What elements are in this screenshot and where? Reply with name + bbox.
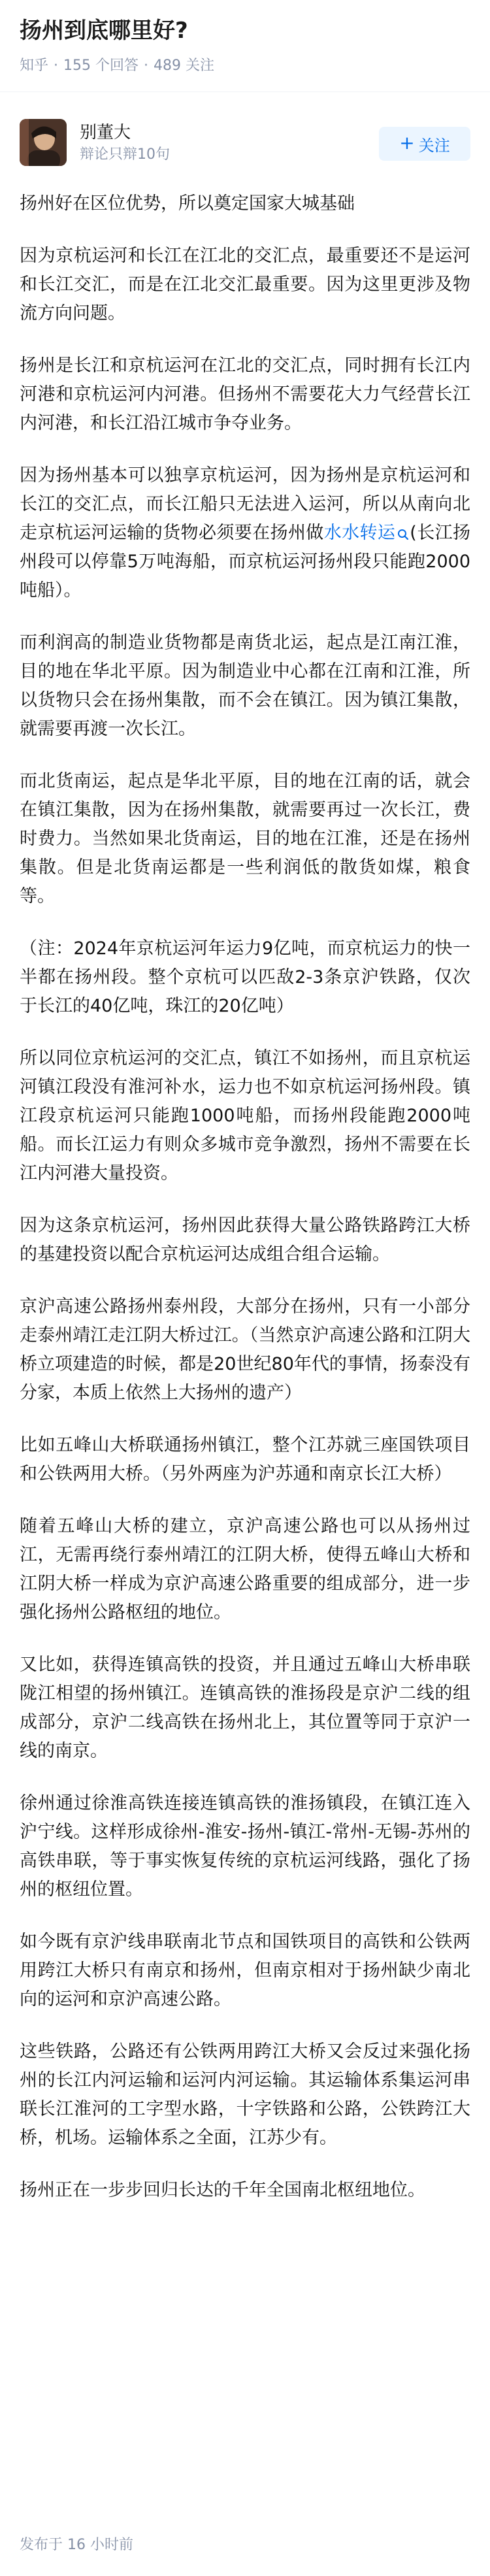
answer-paragraph: 扬州是长江和京杭运河在江北的交汇点，同时拥有长江内河港和京杭运河内河港。但扬州不需要花大力气经营长江内河港，和长江沿江城市争夺业务。	[20, 355, 470, 433]
author-name[interactable]: 别董大	[80, 123, 131, 142]
follow-count: 489 关注	[154, 58, 215, 74]
question-meta	[20, 56, 214, 76]
author-bio: 辩论只辩10句	[80, 146, 170, 163]
answer-paragraph	[20, 461, 470, 605]
avatar[interactable]	[20, 119, 67, 166]
answer-paragraph: 因为京杭运河和长江在江北的交汇点，最重要还不是运河和长江交汇，而是在江北交汇最重要。因为这里更涉及物流方向问题。	[20, 246, 470, 323]
search-link[interactable]	[324, 523, 410, 543]
answer-count[interactable]: 155 个回答	[63, 58, 139, 74]
author-info	[20, 112, 470, 171]
meta-separator: ·	[144, 58, 149, 74]
plus-icon: +	[399, 132, 415, 154]
answer-paragraph: 扬州正在一步步回归长达的千年全国南北枢纽地位。	[20, 2180, 425, 2200]
follow-label: 关注	[418, 136, 450, 155]
search-icon	[397, 528, 410, 541]
search-link-text: 水水转运	[323, 523, 396, 543]
answer-paragraph: 比如五峰山大桥联通扬州镇江，整个江苏就三座国铁项目和公铁两用大桥。（另外两座为沪苏通和南京长江大桥）	[20, 1435, 470, 1484]
paragraph-text: (长江扬州段可以停靠5万吨海船，而京杭运河扬州段只能跑2000吨船）。	[20, 523, 470, 601]
answer-content	[20, 190, 470, 2228]
answer-paragraph: 又比如，获得连镇高铁的投资，并且通过五峰山大桥串联陇江相望的扬州镇江。连镇高铁的淮扬段是京沪二线的组成部分，京沪二线高铁在扬州北上，其位置等同于京沪一线的南京。	[20, 1655, 470, 1761]
publish-time: 发布于 16 小时前	[20, 2537, 133, 2553]
source-label[interactable]: 知乎	[20, 58, 49, 74]
paragraph-text: 因为扬州基本可以独享京杭运河，因为扬州是京杭运河和长江的交汇点，而长江船只无法进入运河，所以从南向北走京杭运河运输的货物必须要在扬州做	[20, 465, 470, 543]
answer-paragraph: 京沪高速公路扬州泰州段，大部分在扬州，只有一小部分走泰州靖江走江阴大桥过江。（当然京沪高速公路和江阴大桥立项建造的时候，都是20世纪80年代的事情，扬泰没有分家，本质上依然上大扬州的遗产）	[20, 1296, 470, 1403]
answer-paragraph: 这些铁路，公路还有公铁两用跨江大桥又会反过来强化扬州的长江内河运输和运河内河运输。其运输体系集运河串联长江淮河的工字型水路，十字铁路和公路，公铁跨江大桥，机场。运输体系之全面，江苏少有。	[20, 2041, 470, 2148]
answer-paragraph: 因为这条京杭运河，扬州因此获得大量公路铁路跨江大桥的基建投资以配合京杭运河达成组合组合运输。	[20, 1215, 470, 1264]
answer-paragraph: 扬州好在区位优势，所以奠定国家大城基础	[20, 193, 355, 214]
header-divider	[0, 91, 490, 92]
answer-paragraph: 而北货南运，起点是华北平原，目的地在江南的话，就会在镇江集散，因为在扬州集散，就需要再过一次长江，费时费力。当然如果北货南运，目的地在江淮，还是在扬州集散。但是北货南运都是一些利润低的散货如煤，粮食等。	[20, 771, 470, 906]
answer-paragraph: 所以同位京杭运河的交汇点，镇江不如扬州，而且京杭运河镇江段没有淮河补水，运力也不如京杭运河扬州段。镇江段京杭运河只能跑1000吨船，而扬州段能跑2000吨船。而长江运力有则众多城市竞争激烈，扬州不需要在长江内河港大量投资。	[20, 1048, 470, 1183]
avatar-image	[20, 119, 67, 166]
answer-paragraph: 徐州通过徐淮高铁连接连镇高铁的淮扬镇段，在镇江连入沪宁线。这样形成徐州-淮安-扬州-镇江-常州-无锡-苏州的高铁串联，等于事实恢复传统的京杭运河线路，强化了扬州的枢纽位置。	[20, 1793, 470, 1900]
follow-button[interactable]	[379, 127, 470, 161]
answer-paragraph: 随着五峰山大桥的建立，京沪高速公路也可以从扬州过江，无需再绕行泰州靖江的江阴大桥，使得五峰山大桥和江阴大桥一样成为京沪高速公路重要的组成部分，进一步强化扬州公路枢纽的地位。	[20, 1516, 470, 1623]
question-title[interactable]: 扬州到底哪里好?	[20, 18, 188, 44]
answer-paragraph: 如今既有京沪线串联南北节点和国铁项目的高铁和公铁两用跨江大桥只有南京和扬州，但南京相对于扬州缺少南北向的运河和京沪高速公路。	[20, 1932, 470, 2009]
answer-paragraph: 而利润高的制造业货物都是南货北运，起点是江南江淮，目的地在华北平原。因为制造业中心都在江南和江淮，所以货物只会在扬州集散，而不会在镇江。因为镇江集散，就需要再渡一次长江。	[20, 633, 470, 739]
answer-paragraph: （注：2024年京杭运河年运力9亿吨，而京杭运力的快一半都在扬州段。整个京杭可以匹敌2-3条京沪铁路，仅次于长江的40亿吨，珠江的20亿吨）	[20, 938, 470, 1016]
meta-separator: ·	[54, 58, 59, 74]
